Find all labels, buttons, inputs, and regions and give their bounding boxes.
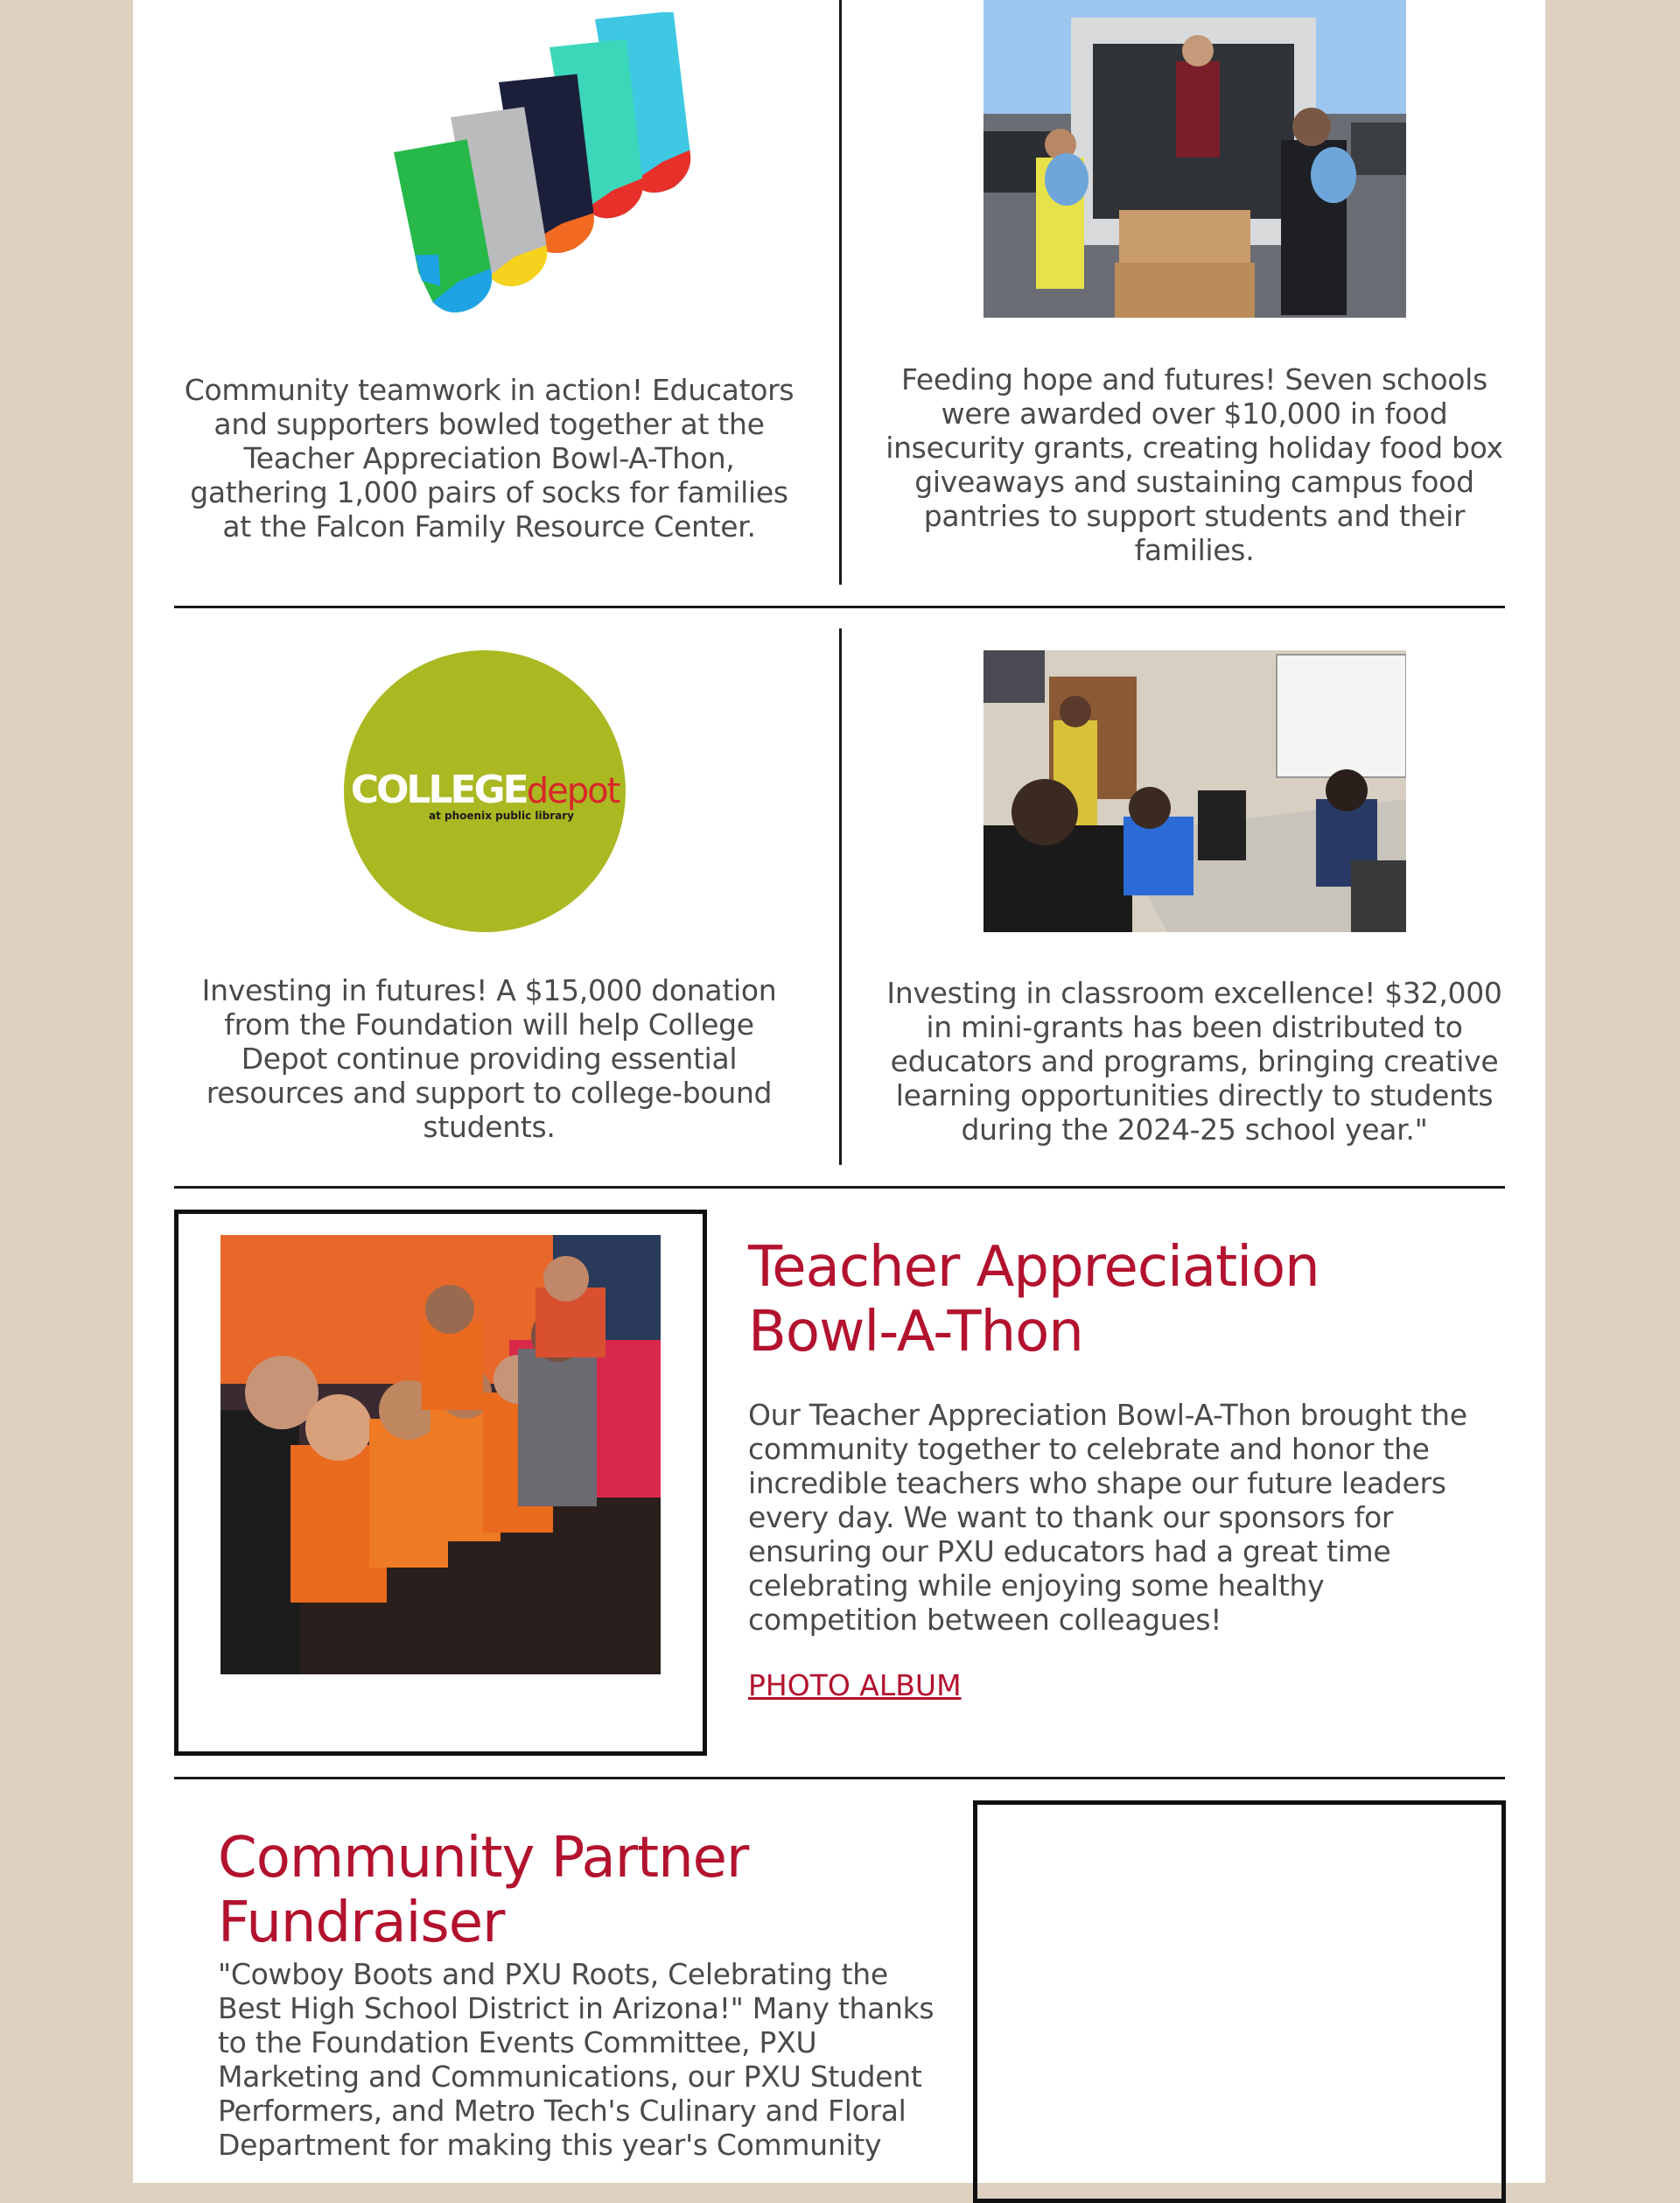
food-caption: Feeding hope and futures! Seven schools were awarded over $10,000 in food insecurity grants, creating holiday food box giveaways and sustaining campus food pantries to support students and their families.: [886, 362, 1503, 567]
bowl-a-thon-body: Our Teacher Appreciation Bowl-A-Thon brought the community together to celebrate and honor the incredible teachers who shape our future leaders every day. We want to thank our sponsors for ensuring our PXU educators had a great time celebrating while enjoying some healthy competition between colleagues!: [748, 1398, 1467, 1637]
college-caption: Investing in futures! A $15,000 donation from the Foundation will help College Depot continue providing essential resources and support to college-bound students.: [201, 973, 777, 1144]
fundraiser-title-line1: Community Partner: [218, 1826, 749, 1891]
bowl-a-thon-title-line1: Teacher Appreciation: [748, 1235, 1320, 1300]
column-divider-row1: [839, 0, 842, 585]
fundraiser-title: [218, 1826, 918, 1955]
row-divider-3: [174, 1777, 1505, 1779]
logo-subtitle: at phoenix public library: [429, 810, 574, 822]
fundraiser-photo-frame: [973, 1800, 1506, 2203]
fundraiser-body: "Cowboy Boots and PXU Roots, Celebrating the Best High School District in Arizona!" Many thanks to the Foundation Events Committee, PXU Marketing and Communications, our PXU Student Performers, and Metro Tech's Culinary and Floral Department for making this year's Community: [218, 1957, 934, 2162]
socks-image: [332, 12, 779, 319]
classroom-photo: [984, 650, 1406, 932]
logo-depot-text: depot: [526, 771, 620, 811]
bowl-a-thon-photo: [220, 1235, 661, 1674]
logo-college-text: COLLEGE: [350, 768, 527, 812]
newsletter-page: [133, 0, 1545, 2183]
row-divider-2: [174, 1186, 1505, 1189]
food-drive-photo: [984, 0, 1406, 318]
row-divider-1: [174, 606, 1505, 608]
photo-album-link[interactable]: PHOTO ALBUM: [748, 1668, 962, 1702]
socks-caption: Community teamwork in action! Educators and supporters bowled together at the Teacher Appreciation Bowl-A-Thon, gathering 1,000 pairs of socks for families at the Falcon Family Resource Center.: [184, 373, 794, 544]
bowl-a-thon-title-line2: Bowl-A-Thon: [748, 1300, 1083, 1365]
fundraiser-title-line2: Fundraiser: [218, 1891, 505, 1955]
column-divider-row2: [839, 628, 842, 1165]
college-depot-logo: [344, 650, 626, 932]
bowl-a-thon-title: [748, 1235, 1483, 1365]
classroom-caption: Investing in classroom excellence! $32,000 in mini-grants has been distributed to educators and programs, bringing creative learning opportunities directly to students during the 2024-25 school year.": [886, 976, 1502, 1147]
